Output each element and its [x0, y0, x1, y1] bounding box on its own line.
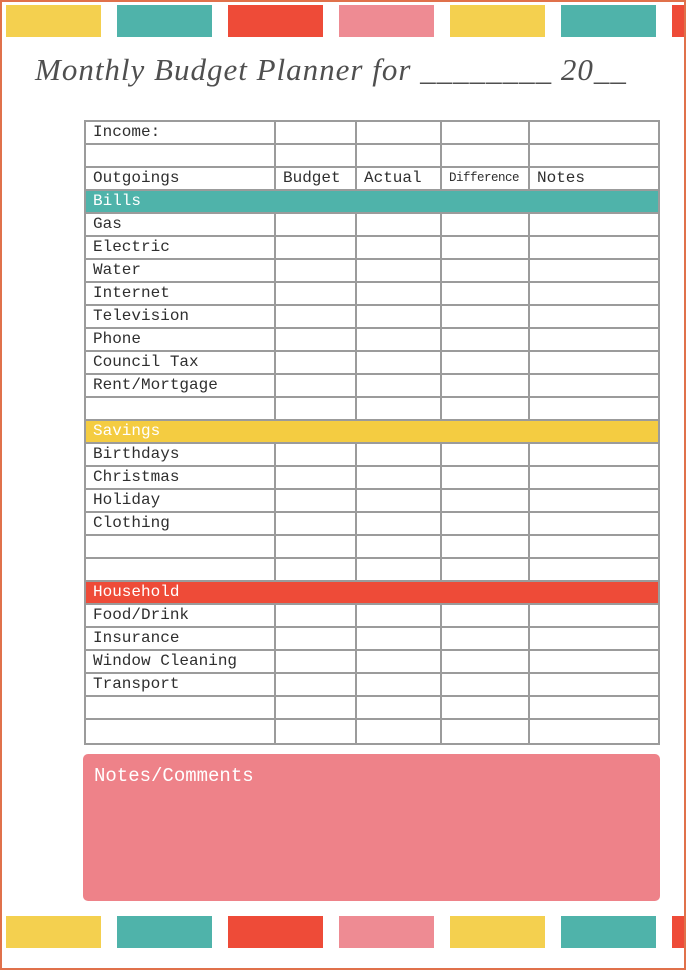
- cell: [276, 145, 357, 166]
- difference-cell: [442, 674, 530, 695]
- budget-cell: [276, 375, 357, 396]
- notes-cell: [530, 375, 658, 396]
- cell: [442, 145, 530, 166]
- item-row: [86, 283, 658, 306]
- actual-cell: [357, 306, 442, 327]
- actual-cell: [357, 375, 442, 396]
- cell: [357, 398, 442, 419]
- top-color-strip: [6, 5, 686, 37]
- header-actual: Actual: [357, 168, 442, 189]
- color-block: [117, 916, 212, 948]
- cell: [276, 398, 357, 419]
- notes-cell: [530, 674, 658, 695]
- budget-cell: [276, 260, 357, 281]
- actual-cell: [357, 329, 442, 350]
- budget-cell: [276, 674, 357, 695]
- color-block: [672, 5, 686, 37]
- notes-cell: [530, 283, 658, 304]
- actual-cell: [357, 490, 442, 511]
- difference-cell: [442, 651, 530, 672]
- difference-cell: [442, 444, 530, 465]
- item-label: Rent/Mortgage: [86, 375, 276, 396]
- budget-cell: [276, 237, 357, 258]
- color-block: [228, 5, 323, 37]
- item-row: [86, 651, 658, 674]
- actual-cell: [357, 605, 442, 626]
- budget-cell: [276, 651, 357, 672]
- income-label: Income:: [86, 122, 276, 143]
- budget-cell: [276, 214, 357, 235]
- actual-cell: [357, 283, 442, 304]
- actual-cell: [357, 237, 442, 258]
- color-block: [6, 916, 101, 948]
- item-row: [86, 490, 658, 513]
- item-label: Electric: [86, 237, 276, 258]
- cell: [276, 720, 357, 743]
- empty-row: [86, 536, 658, 559]
- notes-cell: [530, 329, 658, 350]
- section-label: Bills: [93, 192, 142, 210]
- notes-cell: [530, 467, 658, 488]
- item-row: [86, 237, 658, 260]
- budget-cell: [276, 329, 357, 350]
- cell: [442, 536, 530, 557]
- header-outgoings: Outgoings: [86, 168, 276, 189]
- actual-cell: [357, 260, 442, 281]
- item-row: [86, 444, 658, 467]
- cell: [530, 536, 658, 557]
- cell: [442, 720, 530, 743]
- income-cell: [357, 122, 442, 143]
- actual-cell: [357, 674, 442, 695]
- cell: [86, 536, 276, 557]
- item-label: Holiday: [86, 490, 276, 511]
- cell: [86, 398, 276, 419]
- actual-cell: [357, 628, 442, 649]
- color-block: [450, 5, 545, 37]
- notes-label: Notes/Comments: [94, 765, 254, 787]
- item-label: Television: [86, 306, 276, 327]
- notes-cell: [530, 513, 658, 534]
- empty-row: [86, 559, 658, 582]
- budget-table: [84, 120, 660, 745]
- difference-cell: [442, 513, 530, 534]
- empty-row: [86, 720, 658, 743]
- outgoings-header-row: [86, 168, 658, 191]
- cell: [86, 559, 276, 580]
- header-notes: Notes: [537, 169, 586, 187]
- empty-row: [86, 398, 658, 421]
- section-row-household: [86, 582, 658, 605]
- difference-cell: [442, 260, 530, 281]
- notes-cell: [530, 605, 658, 626]
- budget-cell: [276, 352, 357, 373]
- notes-cell: [530, 214, 658, 235]
- color-block: [450, 916, 545, 948]
- income-cell: [530, 122, 658, 143]
- cell: [442, 398, 530, 419]
- empty-row: [86, 145, 658, 168]
- cell: [86, 145, 276, 166]
- difference-cell: [442, 467, 530, 488]
- actual-cell: [357, 467, 442, 488]
- page-title: Monthly Budget Planner for ________ 20__: [35, 52, 627, 87]
- difference-cell: [442, 306, 530, 327]
- cell: [357, 720, 442, 743]
- color-block: [6, 5, 101, 37]
- section-row-bills: [86, 191, 658, 214]
- cell: [442, 559, 530, 580]
- item-row: [86, 674, 658, 697]
- item-row: [86, 513, 658, 536]
- cell: [357, 145, 442, 166]
- notes-cell: [530, 237, 658, 258]
- actual-cell: [357, 651, 442, 672]
- income-cell: [442, 122, 530, 143]
- item-row: [86, 329, 658, 352]
- cell: [530, 398, 658, 419]
- difference-cell: [442, 490, 530, 511]
- item-label: Council Tax: [86, 352, 276, 373]
- item-row: [86, 375, 658, 398]
- item-row: [86, 306, 658, 329]
- difference-cell: [442, 375, 530, 396]
- income-row: [86, 122, 658, 145]
- item-row: [86, 467, 658, 490]
- actual-cell: [357, 352, 442, 373]
- budget-cell: [276, 490, 357, 511]
- cell: [530, 720, 658, 743]
- actual-cell: [357, 444, 442, 465]
- cell: [357, 536, 442, 557]
- cell: [530, 697, 658, 718]
- color-block: [672, 916, 686, 948]
- cell: [357, 559, 442, 580]
- difference-cell: [442, 628, 530, 649]
- notes-cell: [530, 490, 658, 511]
- color-block: [339, 916, 434, 948]
- header-budget: Budget: [276, 168, 357, 189]
- notes-cell: [530, 628, 658, 649]
- color-block: [339, 5, 434, 37]
- cell: [86, 697, 276, 718]
- budget-cell: [276, 467, 357, 488]
- color-block: [561, 5, 656, 37]
- item-row: [86, 214, 658, 237]
- budget-cell: [276, 444, 357, 465]
- header-difference: Difference: [442, 168, 530, 189]
- notes-cell: [530, 352, 658, 373]
- item-label: Internet: [86, 283, 276, 304]
- budget-cell: [276, 605, 357, 626]
- cell: [530, 145, 658, 166]
- difference-cell: [442, 605, 530, 626]
- actual-cell: [357, 513, 442, 534]
- notes-cell: [530, 306, 658, 327]
- notes-box: [83, 754, 660, 901]
- notes-cell: [530, 444, 658, 465]
- item-row: [86, 352, 658, 375]
- item-label: Christmas: [86, 467, 276, 488]
- budget-cell: [276, 283, 357, 304]
- color-block: [228, 916, 323, 948]
- item-label: Transport: [86, 674, 276, 695]
- item-label: Clothing: [86, 513, 276, 534]
- cell: [276, 536, 357, 557]
- cell: [276, 697, 357, 718]
- item-label: Birthdays: [86, 444, 276, 465]
- notes-cell: [530, 651, 658, 672]
- difference-cell: [442, 352, 530, 373]
- item-label: Phone: [86, 329, 276, 350]
- bottom-color-strip: [6, 916, 686, 948]
- empty-row: [86, 697, 658, 720]
- item-row: [86, 260, 658, 283]
- item-label: Window Cleaning: [86, 651, 276, 672]
- section-label: Household: [93, 583, 180, 601]
- item-row: [86, 605, 658, 628]
- difference-cell: [442, 283, 530, 304]
- cell: [442, 697, 530, 718]
- section-label: Savings: [93, 422, 161, 440]
- budget-cell: [276, 628, 357, 649]
- actual-cell: [357, 214, 442, 235]
- item-label: Food/Drink: [86, 605, 276, 626]
- cell: [530, 559, 658, 580]
- item-label: Gas: [86, 214, 276, 235]
- item-row: [86, 628, 658, 651]
- cell: [276, 559, 357, 580]
- color-block: [561, 916, 656, 948]
- difference-cell: [442, 214, 530, 235]
- notes-cell: [530, 260, 658, 281]
- item-label: Water: [86, 260, 276, 281]
- color-block: [117, 5, 212, 37]
- cell: [357, 697, 442, 718]
- budget-cell: [276, 306, 357, 327]
- income-cell: [276, 122, 357, 143]
- item-label: Insurance: [86, 628, 276, 649]
- difference-cell: [442, 329, 530, 350]
- cell: [86, 720, 276, 743]
- section-row-savings: [86, 421, 658, 444]
- budget-cell: [276, 513, 357, 534]
- difference-cell: [442, 237, 530, 258]
